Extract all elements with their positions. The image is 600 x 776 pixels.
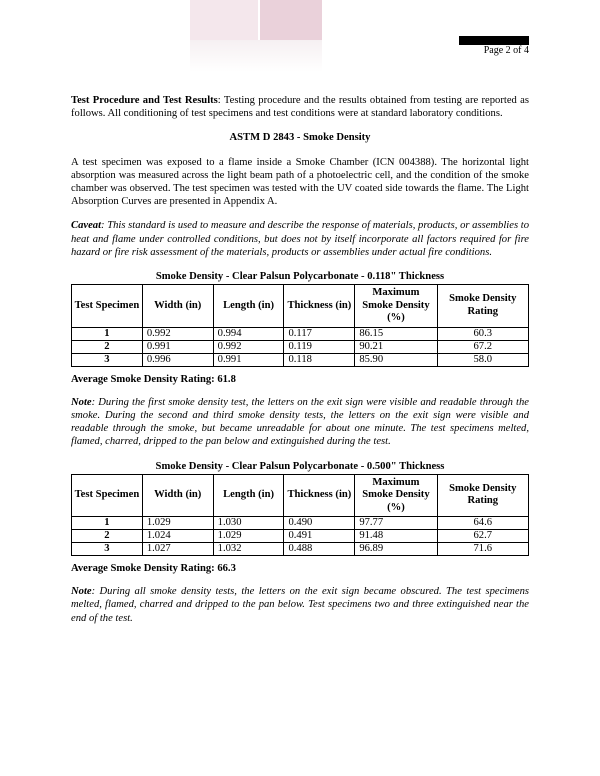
table-row xyxy=(72,327,529,340)
note-label: Note xyxy=(71,396,92,408)
table-cell: 97.77 xyxy=(355,517,437,530)
col-header: Test Specimen xyxy=(72,474,143,517)
table-row xyxy=(72,353,529,366)
col-header: Smoke Density Rating xyxy=(437,285,528,328)
table-cell: 0.992 xyxy=(213,340,284,353)
average-rating-1: Average Smoke Density Rating: 61.8 xyxy=(71,373,236,385)
table-cell: 58.0 xyxy=(437,353,528,366)
table-cell: 1.032 xyxy=(213,543,284,556)
col-header: Smoke Density Rating xyxy=(437,474,528,517)
table-header-row xyxy=(72,285,529,328)
table-cell: 91.48 xyxy=(355,530,437,543)
intro-text: : Testing procedure and the results obtained from testing are reported as follows. All conditioning of test specimens and test conditions were at standard laboratory conditions. xyxy=(71,95,529,120)
table1-title: Smoke Density - Clear Palsun Polycarbonate - 0.118" Thickness xyxy=(155,271,445,283)
table-cell: 0.991 xyxy=(213,353,284,366)
table-cell: 1.030 xyxy=(213,517,284,530)
redaction-bar xyxy=(459,36,529,45)
note-text: : During the first smoke density test, the letters on the exit sign were visible and readable through the smoke. During the second and third smoke density tests, the letters on the exit sign were visible and readable through the smoke, but became unreadable for about one minute. The test specimens melted, flamed, charred, dripped to the pan below and extinguished during the test. xyxy=(71,396,529,448)
smoke-density-table-1 xyxy=(71,284,529,367)
table-row xyxy=(72,517,529,530)
table-cell: 1.027 xyxy=(142,543,213,556)
table-cell: 67.2 xyxy=(437,340,528,353)
table-row xyxy=(72,543,529,556)
note-paragraph-1 xyxy=(71,396,529,449)
table-cell: 62.7 xyxy=(437,530,528,543)
table-cell: 1 xyxy=(72,517,143,530)
col-header: Thickness (in) xyxy=(284,474,355,517)
col-header: Test Specimen xyxy=(72,285,143,328)
table-cell: 0.991 xyxy=(142,340,213,353)
table-cell: 0.119 xyxy=(284,340,355,353)
document-body xyxy=(71,94,529,636)
table-row xyxy=(72,530,529,543)
table-cell: 71.6 xyxy=(437,543,528,556)
page-number: Page 2 of 4 xyxy=(483,45,529,56)
table-cell: 0.491 xyxy=(284,530,355,543)
table-cell: 1.024 xyxy=(142,530,213,543)
caveat-label: Caveat xyxy=(71,220,102,232)
table-cell: 1.029 xyxy=(213,530,284,543)
table-cell: 3 xyxy=(72,543,143,556)
table-cell: 3 xyxy=(72,353,143,366)
table-cell: 2 xyxy=(72,340,143,353)
intro-label: Test Procedure and Test Results xyxy=(71,95,218,106)
table-cell: 64.6 xyxy=(437,517,528,530)
note-text: : During all smoke density tests, the letters on the exit sign became obscured. The test specimens melted, flamed, charred and dripped to the pan below. Test specimens two and three extinguished near the end of the test. xyxy=(71,586,529,624)
table-cell: 0.994 xyxy=(213,327,284,340)
section-title: ASTM D 2843 - Smoke Density xyxy=(229,132,371,144)
table-cell: 0.490 xyxy=(284,517,355,530)
table-cell: 0.996 xyxy=(142,353,213,366)
description-paragraph: A test specimen was exposed to a flame inside a Smoke Chamber (ICN 004388). The horizontal light absorption was measured across the light beam path of a photoelectric cell, and the condition of the smoke chamber was observed. The test specimen was tested with the UV coated side towards the flame. The Light Absorption Curves are presented in Appendix A. xyxy=(71,156,529,208)
table-cell: 2 xyxy=(72,530,143,543)
col-header: Width (in) xyxy=(142,474,213,517)
table2-title: Smoke Density - Clear Palsun Polycarbonate - 0.500" Thickness xyxy=(155,460,445,472)
table-cell: 85.90 xyxy=(355,353,437,366)
table-header-row xyxy=(72,474,529,517)
caveat-text: : This standard is used to measure and describe the response of materials, products, or assemblies to heat and flame under controlled conditions, but does not by itself incorporate all factors required for fire hazard or fire risk assessment of the materials, products or assemblies under actual fire conditions. xyxy=(71,220,529,258)
table-cell: 0.118 xyxy=(284,353,355,366)
header-watermark xyxy=(190,0,330,72)
col-header: Width (in) xyxy=(142,285,213,328)
smoke-density-table-2 xyxy=(71,474,529,557)
table-cell: 96.89 xyxy=(355,543,437,556)
note-label: Note xyxy=(71,586,92,598)
table-cell: 1 xyxy=(72,327,143,340)
table-cell: 86.15 xyxy=(355,327,437,340)
note-paragraph-2 xyxy=(71,585,529,625)
table-row xyxy=(72,340,529,353)
col-header: Maximum Smoke Density (%) xyxy=(355,474,437,517)
average-rating-2: Average Smoke Density Rating: 66.3 xyxy=(71,563,236,575)
table-cell: 0.488 xyxy=(284,543,355,556)
table-cell: 1.029 xyxy=(142,517,213,530)
col-header: Thickness (in) xyxy=(284,285,355,328)
table-cell: 0.117 xyxy=(284,327,355,340)
table-cell: 90.21 xyxy=(355,340,437,353)
caveat-paragraph xyxy=(71,219,529,259)
col-header: Length (in) xyxy=(213,474,284,517)
table-cell: 0.992 xyxy=(142,327,213,340)
intro-paragraph xyxy=(71,94,529,120)
table-cell: 60.3 xyxy=(437,327,528,340)
col-header: Maximum Smoke Density (%) xyxy=(355,285,437,328)
col-header: Length (in) xyxy=(213,285,284,328)
